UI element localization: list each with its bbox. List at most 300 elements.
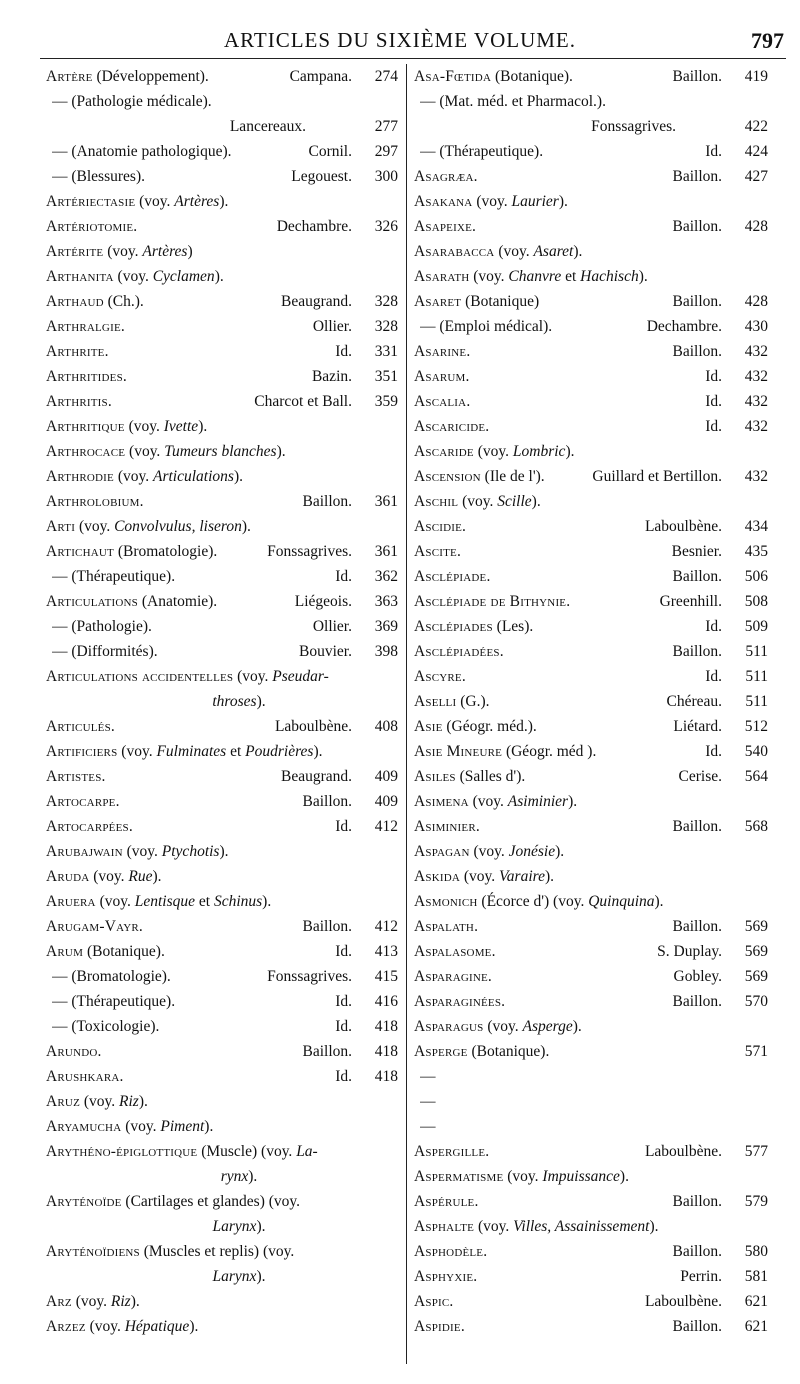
entry-body	[414, 714, 665, 739]
index-entry	[414, 639, 768, 664]
entry-text: ).	[649, 1218, 659, 1235]
entry-text: et	[195, 893, 214, 910]
entry-text: (voy.	[121, 1118, 161, 1135]
entry-headword: Asiles	[414, 768, 456, 785]
entry-page: 369	[374, 618, 398, 635]
entry-headword: Asimena	[414, 793, 469, 810]
entry-headword: Ascyre.	[414, 668, 466, 685]
entry-body	[414, 1239, 664, 1264]
index-entry	[414, 339, 768, 364]
entry-headword: Artérite	[46, 243, 104, 260]
entry-page: 363	[374, 593, 398, 610]
entry-body	[420, 314, 639, 339]
entry-text: (Salles d').	[455, 768, 526, 785]
entry-headword: Artistes.	[46, 768, 106, 785]
entry-body	[414, 1014, 722, 1039]
entry-page: 435	[744, 543, 768, 560]
entry-body	[46, 839, 352, 864]
entry-body	[52, 89, 352, 114]
entry-text: ).	[638, 268, 648, 285]
entry-headword: Asparagine.	[414, 968, 492, 985]
entry-continuation-text	[46, 1264, 352, 1289]
entry-page: 409	[374, 793, 398, 810]
entry-body	[414, 1164, 722, 1189]
entry-text: (voy.	[494, 243, 534, 260]
entry-headword: Asclépiadées.	[414, 643, 504, 660]
entry-body	[414, 614, 697, 639]
entry-body	[420, 89, 722, 114]
entry-reference: Quinquina	[588, 893, 655, 910]
index-entry	[46, 764, 398, 789]
entry-body	[420, 139, 697, 164]
entry-body	[420, 1064, 722, 1089]
index-entry	[46, 214, 398, 239]
entry-headword: Arthritides.	[46, 368, 127, 385]
entry-headword: Asmonich	[414, 893, 478, 910]
entry-reference: Villes, Assainissement	[513, 1218, 650, 1235]
entry-page: 432	[744, 418, 768, 435]
entry-text: (voy.	[89, 868, 129, 885]
entry-page: 422	[744, 118, 768, 135]
entry-page: 409	[374, 768, 398, 785]
index-entry	[414, 1239, 768, 1264]
entry-continuation	[46, 689, 398, 714]
entry-reference: Fulminates	[156, 743, 227, 760]
entry-body	[414, 339, 664, 364]
entry-reference: La-	[296, 1143, 318, 1160]
entry-headword: Asparagus	[414, 1018, 484, 1035]
entry-author: Id.	[705, 143, 722, 160]
entry-page: 621	[744, 1318, 768, 1335]
index-entry	[414, 514, 768, 539]
entry-body	[414, 1264, 672, 1289]
entry-page: 571	[744, 1043, 768, 1060]
entry-headword: Arthrolobium.	[46, 493, 144, 510]
entry-author: Id.	[705, 393, 722, 410]
entry-body	[52, 989, 327, 1014]
entry-body	[414, 514, 637, 539]
left-column	[46, 64, 398, 1339]
entry-headword: Ascension	[414, 468, 481, 485]
entry-author: Laboulbène.	[644, 1293, 722, 1310]
entry-body	[414, 689, 658, 714]
entry-headword: Arthrite.	[46, 343, 109, 360]
entry-headword: Asapeixe.	[414, 218, 477, 235]
index-entry	[414, 939, 768, 964]
entry-text: (Ile de l').	[480, 468, 545, 485]
entry-page: 418	[374, 1043, 398, 1060]
index-entry	[46, 464, 398, 489]
entry-text: (voy.	[85, 1318, 125, 1335]
entry-text: (Botanique).	[83, 943, 165, 960]
entry-text: ).	[558, 193, 568, 210]
index-entry	[414, 264, 768, 289]
entry-body	[414, 214, 664, 239]
index-entry	[414, 664, 768, 689]
entry-continuation-text	[46, 1214, 352, 1239]
index-entry	[414, 864, 768, 889]
entry-body	[46, 664, 352, 689]
entry-body	[414, 1139, 637, 1164]
entry-page: 408	[374, 718, 398, 735]
entry-author: Laboulbène.	[644, 1143, 722, 1160]
entry-author: Liétard.	[673, 718, 722, 735]
entry-headword: Articulations	[46, 593, 138, 610]
index-entry	[46, 664, 398, 689]
entry-author: Dechambre.	[276, 218, 352, 235]
entry-page: 511	[745, 693, 768, 710]
entry-page: 621	[744, 1293, 768, 1310]
entry-page: 428	[744, 218, 768, 235]
header-rule	[40, 58, 786, 59]
entry-body	[414, 1314, 664, 1339]
entry-body	[46, 364, 304, 389]
entry-reference: Impuissance	[542, 1168, 620, 1185]
entry-text: ).	[568, 793, 578, 810]
entry-headword: Arthanita	[46, 268, 114, 285]
entry-reference: Piment	[160, 1118, 205, 1135]
entry-text: )	[187, 243, 193, 260]
entry-headword: Artocarpées.	[46, 818, 133, 835]
entry-author: Id.	[335, 943, 352, 960]
entry-body	[414, 789, 722, 814]
index-entry	[414, 164, 768, 189]
entry-text: ).	[130, 1293, 140, 1310]
entry-text: — (Thérapeutique).	[52, 993, 176, 1010]
entry-text: (Botanique)	[461, 293, 540, 310]
entry-author: Id.	[705, 618, 722, 635]
index-entry	[414, 964, 768, 989]
entry-text: ).	[555, 843, 565, 860]
index-entry	[46, 264, 398, 289]
entry-headword: Ascidie.	[414, 518, 467, 535]
subentry	[46, 614, 398, 639]
entry-author: Baillon.	[672, 68, 722, 85]
entry-continuation-text	[46, 689, 352, 714]
index-entry	[414, 1314, 768, 1339]
entry-body	[46, 314, 305, 339]
index-entry	[414, 914, 768, 939]
entry-author: Ollier.	[312, 618, 352, 635]
entry-text: ).	[189, 1318, 199, 1335]
entry-page: 508	[744, 593, 768, 610]
entry-headword: Arthralgie.	[46, 318, 125, 335]
entry-page: 328	[374, 293, 398, 310]
index-entry	[46, 314, 398, 339]
entry-body	[46, 1239, 352, 1264]
entry-body	[414, 364, 697, 389]
entry-text: —	[420, 1068, 436, 1085]
entry-headword: Articulés.	[46, 718, 115, 735]
entry-page: 580	[744, 1243, 768, 1260]
entry-author: Besnier.	[671, 543, 722, 560]
entry-body	[46, 1139, 352, 1164]
entry-headword: Aspérule.	[414, 1193, 479, 1210]
entry-text: (voy.	[124, 418, 164, 435]
entry-headword: Aruda	[46, 868, 90, 885]
index-entry	[414, 1164, 768, 1189]
entry-author: Id.	[705, 418, 722, 435]
index-entry	[46, 539, 398, 564]
entry-text: Fonssagrives.	[591, 118, 676, 135]
entry-headword: Aruera	[46, 893, 96, 910]
entry-text: (voy.	[117, 743, 157, 760]
entry-continuation-text	[46, 114, 352, 139]
entry-headword: Aselli	[414, 693, 457, 710]
entry-reference: Articulations	[152, 468, 234, 485]
entry-text: ).	[531, 493, 541, 510]
entry-text: (voy.	[71, 1293, 111, 1310]
entry-headword: Asclépiade de Bithynie.	[414, 593, 571, 610]
entry-body	[52, 139, 301, 164]
index-entry	[46, 439, 398, 464]
entry-text: (Muscle) (voy.	[197, 1143, 297, 1160]
entry-headword: Arythéno-épiglottique	[46, 1143, 198, 1160]
subentry	[414, 314, 768, 339]
entry-text: (Botanique).	[467, 1043, 550, 1060]
entry-reference: Riz	[119, 1093, 139, 1110]
entry-text: (voy.	[113, 268, 153, 285]
subentry	[414, 1064, 768, 1089]
index-entry	[414, 714, 768, 739]
subentry	[46, 164, 398, 189]
entry-body	[46, 439, 352, 464]
index-entry	[46, 489, 398, 514]
entry-reference: Larynx	[212, 1268, 257, 1285]
entry-author: Id.	[705, 368, 722, 385]
entry-body	[46, 489, 294, 514]
entry-text: (Botanique).	[491, 68, 573, 85]
index-entry	[46, 914, 398, 939]
entry-body	[414, 1039, 722, 1064]
entry-reference: Artères	[142, 243, 188, 260]
entry-page: 419	[744, 68, 768, 85]
entry-author: Laboulbène.	[274, 718, 352, 735]
entry-text: (voy.	[483, 1018, 523, 1035]
entry-body	[52, 639, 291, 664]
entry-headword: Asphyxie.	[414, 1268, 478, 1285]
entry-body	[46, 1114, 352, 1139]
entry-page: 300	[374, 168, 398, 185]
entry-author: Id.	[705, 668, 722, 685]
entry-headword: Aspermatisme	[414, 1168, 504, 1185]
entry-body	[46, 889, 352, 914]
entry-body	[414, 389, 697, 414]
entry-headword: Asakana	[414, 193, 473, 210]
entry-author: Ollier.	[312, 318, 352, 335]
entry-text: ).	[573, 243, 583, 260]
entry-author: Id.	[335, 1018, 352, 1035]
entry-page: 427	[744, 168, 768, 185]
entry-body	[414, 1214, 722, 1239]
entry-text: — (Difformités).	[52, 643, 158, 660]
entry-author: Baillon.	[672, 1193, 722, 1210]
entry-reference: Asperge	[522, 1018, 573, 1035]
subentry	[46, 1014, 398, 1039]
entry-headword: Artériectasie	[46, 193, 136, 210]
index-entry	[46, 739, 398, 764]
entry-page: 511	[745, 643, 768, 660]
entry-text: — (Thérapeutique).	[52, 568, 176, 585]
index-entry	[414, 839, 768, 864]
entry-text: ).	[233, 468, 243, 485]
index-entry	[414, 239, 768, 264]
entry-page: 416	[374, 993, 398, 1010]
entry-headword: Arthaud	[46, 293, 104, 310]
entry-text: (voy.	[125, 443, 165, 460]
entry-author: Id.	[335, 818, 352, 835]
entry-body	[46, 764, 273, 789]
entry-reference: Rue	[128, 868, 153, 885]
entry-text: (Bromatologie).	[113, 543, 218, 560]
entry-page: 277	[374, 118, 398, 135]
entry-body	[46, 1289, 352, 1314]
entry-author: Id.	[335, 568, 352, 585]
entry-author: S. Duplay.	[657, 943, 722, 960]
entry-body	[46, 1039, 294, 1064]
index-entry	[414, 989, 768, 1014]
entry-reference: Lentisque	[134, 893, 195, 910]
entry-author: Baillon.	[672, 993, 722, 1010]
entry-page: 581	[744, 1268, 768, 1285]
entry-text: et	[561, 268, 581, 285]
subentry	[46, 964, 398, 989]
entry-body	[414, 264, 722, 289]
entry-body	[414, 639, 664, 664]
entry-text: ).	[256, 1268, 266, 1285]
index-entry	[46, 414, 398, 439]
entry-headword: Artichaut	[46, 543, 114, 560]
entry-headword: Asarine.	[414, 343, 471, 360]
entry-page: 418	[374, 1018, 398, 1035]
entry-text: Lancereaux.	[229, 118, 306, 135]
entry-body	[414, 939, 649, 964]
entry-text: ).	[219, 843, 229, 860]
entry-text: (voy.	[458, 493, 498, 510]
entry-headword: Artificiers	[46, 743, 118, 760]
index-entry	[46, 1189, 398, 1214]
index-entry	[414, 814, 768, 839]
entry-page: 569	[744, 918, 768, 935]
entry-body	[46, 739, 352, 764]
entry-text: ).	[204, 1118, 214, 1135]
entry-text: ).	[276, 443, 286, 460]
entry-body	[414, 664, 697, 689]
index-entry	[46, 364, 398, 389]
entry-body	[46, 714, 267, 739]
entry-headword: Aspidie.	[414, 1318, 465, 1335]
entry-body	[414, 1289, 637, 1314]
entry-page: 351	[374, 368, 398, 385]
entry-text: ).	[198, 418, 208, 435]
entry-author: Laboulbène.	[644, 518, 722, 535]
entry-continuation-text	[414, 114, 722, 139]
entry-body	[414, 1189, 664, 1214]
index-entry	[46, 939, 398, 964]
entry-reference: Riz	[110, 1293, 131, 1310]
entry-text: (G.).	[456, 693, 490, 710]
entry-text: — (Toxicologie).	[52, 1018, 160, 1035]
index-entry	[414, 739, 768, 764]
entry-body	[414, 564, 664, 589]
entry-text: (voy.	[95, 893, 135, 910]
entry-body	[420, 1114, 722, 1139]
entry-headword: Asphalte	[414, 1218, 475, 1235]
entry-author: Id.	[705, 743, 722, 760]
entry-body	[46, 1189, 352, 1214]
subentry	[46, 89, 398, 114]
index-entry	[414, 1014, 768, 1039]
entry-author: Campana.	[289, 68, 352, 85]
index-entry	[46, 189, 398, 214]
entry-text: (voy.	[468, 793, 508, 810]
entry-reference: Convolvulus, liseron	[114, 518, 242, 535]
entry-body	[414, 64, 664, 89]
entry-author: Legouest.	[291, 168, 352, 185]
index-entry	[46, 864, 398, 889]
entry-body	[414, 539, 664, 564]
entry-author: Guillard et Bertillon.	[592, 468, 722, 485]
index-entry	[46, 1064, 398, 1089]
entry-text: ).	[262, 893, 272, 910]
entry-body	[414, 839, 722, 864]
entry-text: — (Mat. méd. et Pharmacol.).	[420, 93, 606, 110]
entry-headword: Arz	[46, 1293, 72, 1310]
entry-continuation-text	[46, 1164, 352, 1189]
entry-page: 415	[374, 968, 398, 985]
entry-body	[420, 1089, 722, 1114]
entry-text: ).	[138, 1093, 148, 1110]
entry-text: (Écorce d') (voy.	[477, 893, 589, 910]
entry-author: Id.	[335, 993, 352, 1010]
entry-page: 432	[744, 343, 768, 360]
subentry	[414, 139, 768, 164]
entry-text: — (Pathologie).	[52, 618, 152, 635]
index-entry	[414, 539, 768, 564]
index-entry	[414, 189, 768, 214]
entry-reference: Jonésie	[508, 843, 556, 860]
entry-author: Baillon.	[672, 343, 722, 360]
entry-text: — (Thérapeutique).	[420, 143, 544, 160]
index-entry	[46, 1239, 398, 1264]
entry-reference: Asaret	[533, 243, 574, 260]
entry-body	[414, 439, 722, 464]
entry-headword: Asarabacca	[414, 243, 495, 260]
entry-body	[46, 1089, 352, 1114]
entry-headword: Asperge	[414, 1043, 468, 1060]
entry-headword: Aruz	[46, 1093, 80, 1110]
entry-headword: Artère	[46, 68, 93, 85]
index-entry	[414, 689, 768, 714]
entry-headword: Aschil	[414, 493, 459, 510]
entry-continuation	[46, 1164, 398, 1189]
entry-author: Fonssagrives.	[267, 543, 352, 560]
entry-body	[52, 614, 305, 639]
entry-author: Perrin.	[680, 1268, 722, 1285]
entry-text: ).	[248, 1168, 258, 1185]
entry-author: Id.	[335, 343, 352, 360]
entry-text: —	[420, 1118, 436, 1135]
entry-page: 328	[374, 318, 398, 335]
index-entry	[414, 464, 768, 489]
index-entry	[414, 1214, 768, 1239]
entry-text: (voy.	[472, 193, 512, 210]
entry-author: Baillon.	[302, 793, 352, 810]
entry-headword: Arti	[46, 518, 76, 535]
entry-body	[414, 239, 722, 264]
entry-text: (Anatomie).	[137, 593, 218, 610]
entry-text: — (Blessures).	[52, 168, 145, 185]
